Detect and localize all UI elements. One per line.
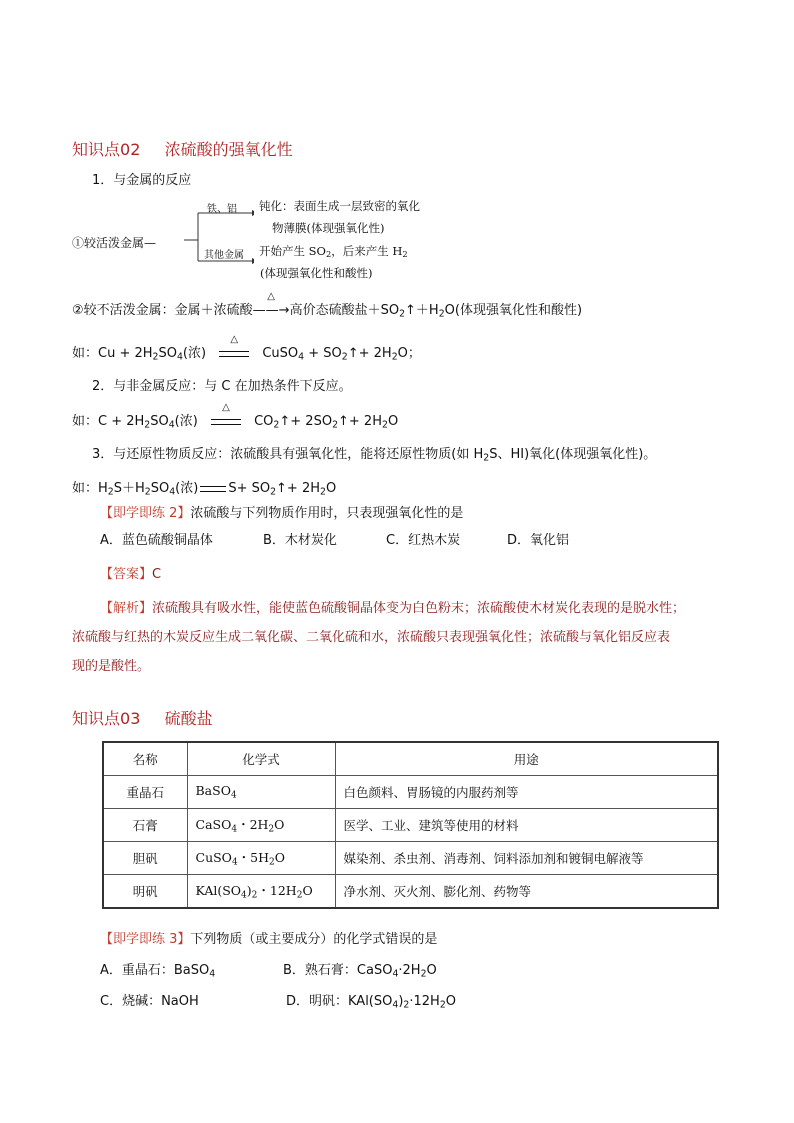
practice2-option-c: C．红热木炭 (386, 533, 461, 548)
practice2-option-b: B．木材炭化 (263, 533, 337, 548)
section-title: 硫酸盐 (164, 709, 213, 728)
bottom-branch-text2: (体现强氧化性和酸性) (260, 266, 373, 280)
practice3-option-d: D．明矾：$KAl(SO_4)_2\cdot 12H_2O$ (286, 994, 456, 1011)
column-header: 化学式 (187, 742, 335, 776)
practice2-analysis-line1: 【解析】浓硫酸具有吸水性，能使蓝色硫酸铜晶体变为白色粉末；浓硫酸使木材炭化表现的是脱水性； (100, 601, 686, 616)
sulfate-table (102, 741, 719, 909)
section-label: 知识点 (72, 140, 121, 159)
heat-equals: △ (216, 346, 252, 361)
top-branch-text2: 物薄膜(体现强氧化性) (272, 221, 385, 235)
practice2-analysis-line2: 浓硫酸与红热的木炭反应生成二氧化碳、二氧化硫和水，浓硫酸只表现强氧化性；浓硫酸与氧化铝反应表 (72, 630, 671, 645)
practice2-option-d: D．氧化铝 (507, 533, 570, 548)
practice3-option-c: C．烧碱：NaOH (100, 994, 199, 1009)
top-branch-label: 铁、铝 (207, 204, 237, 215)
practice2-answer: 【答案】C (100, 567, 162, 582)
item3-text: 3．与还原性物质反应：浓硫酸具有强氧化性，能将还原性物质(如 $H_2S$、HI)氧化(体现强氧化性)。 (92, 447, 657, 464)
practice-tag: 【即学即练 3】 (100, 932, 191, 947)
equation-hydrogen-sulfide: 如：$H_2S+H_2SO_4$(浓) $S+ SO_2↑+ 2H_2O$ (72, 481, 337, 498)
equation-carbon: 如：$C + 2H_2SO_4$(浓) △ $CO_2↑+$ $2SO_2↑+ 2H_2O$ (72, 402, 399, 431)
table-header-row (103, 742, 718, 776)
metal-reaction-diagram (72, 196, 432, 286)
practice3-question: 【即学即练 3】下列物质（或主要成分）的化学式错误的是 (100, 932, 438, 947)
practice2-analysis-line3: 现的是酸性。 (72, 659, 151, 674)
practice3-option-a: A．重晶石：BaSO$_4$ (100, 963, 216, 980)
top-branch-text1: 钝化：表面生成一层致密的氧化 (259, 199, 420, 213)
table-row: 胆矾 CuSO$_4$・$5H_2O$ 媒染剂、杀虫剂、消毒剂、饲料添加剂和镀铜电解液等 (103, 842, 718, 875)
practice3-option-b: B．熟石膏：$CaSO_4\cdot 2H_2O$ (283, 963, 437, 980)
table-row: 重晶石 BaSO$_4$ 白色颜料、胃肠镜的内服药剂等 (103, 776, 718, 809)
bottom-branch-text1: 开始产生 $SO_2$，后来产生 $H_2$ (259, 244, 408, 260)
item1-title: 1．与金属的反应 (92, 173, 192, 188)
section-heading-02 (72, 137, 293, 160)
less-active-metal-line: ②较不活泼金属：金属＋浓硫酸 △ ——→高价态硫酸盐$+SO_2↑+H_2O$(体现强氧化性和酸性) (72, 291, 583, 320)
practice2-question: 【即学即练 2】浓硫酸与下列物质作用时，只表现强氧化性的是 (100, 506, 464, 521)
equation-copper: 如：$Cu + 2H_2SO_4$(浓) △ CuSO$_4$ + $SO_2↑+ 2H_2O$； (72, 334, 421, 363)
section-number: 03 (120, 709, 141, 728)
column-header: 用途 (335, 742, 718, 776)
section-label: 知识点 (72, 709, 121, 728)
section-title: 浓硫酸的强氧化性 (164, 140, 293, 159)
practice-tag: 【即学即练 2】 (100, 506, 191, 521)
heat-equals: △ (208, 414, 244, 429)
table-row: 明矾 $KAl(SO_4)_2$・$12H_2O$ 净水剂、灭火剂、膨化剂、药物等 (103, 875, 718, 909)
item2-title: 2．与非金属反应：与 C 在加热条件下反应。 (92, 379, 352, 394)
bottom-branch-label: 其他金属 (204, 250, 244, 261)
section-number: 02 (120, 140, 141, 159)
practice2-option-a: A．蓝色硫酸铜晶体 (100, 533, 213, 548)
section-heading-03 (72, 706, 213, 729)
diagram-left-label: ①较活泼金属— (72, 236, 157, 250)
table-row: 石膏 CaSO$_4$・$2H_2O$ 医学、工业、建筑等使用的材料 (103, 809, 718, 842)
column-header: 名称 (103, 742, 187, 776)
heat-arrow: △ ——→ (252, 291, 290, 318)
